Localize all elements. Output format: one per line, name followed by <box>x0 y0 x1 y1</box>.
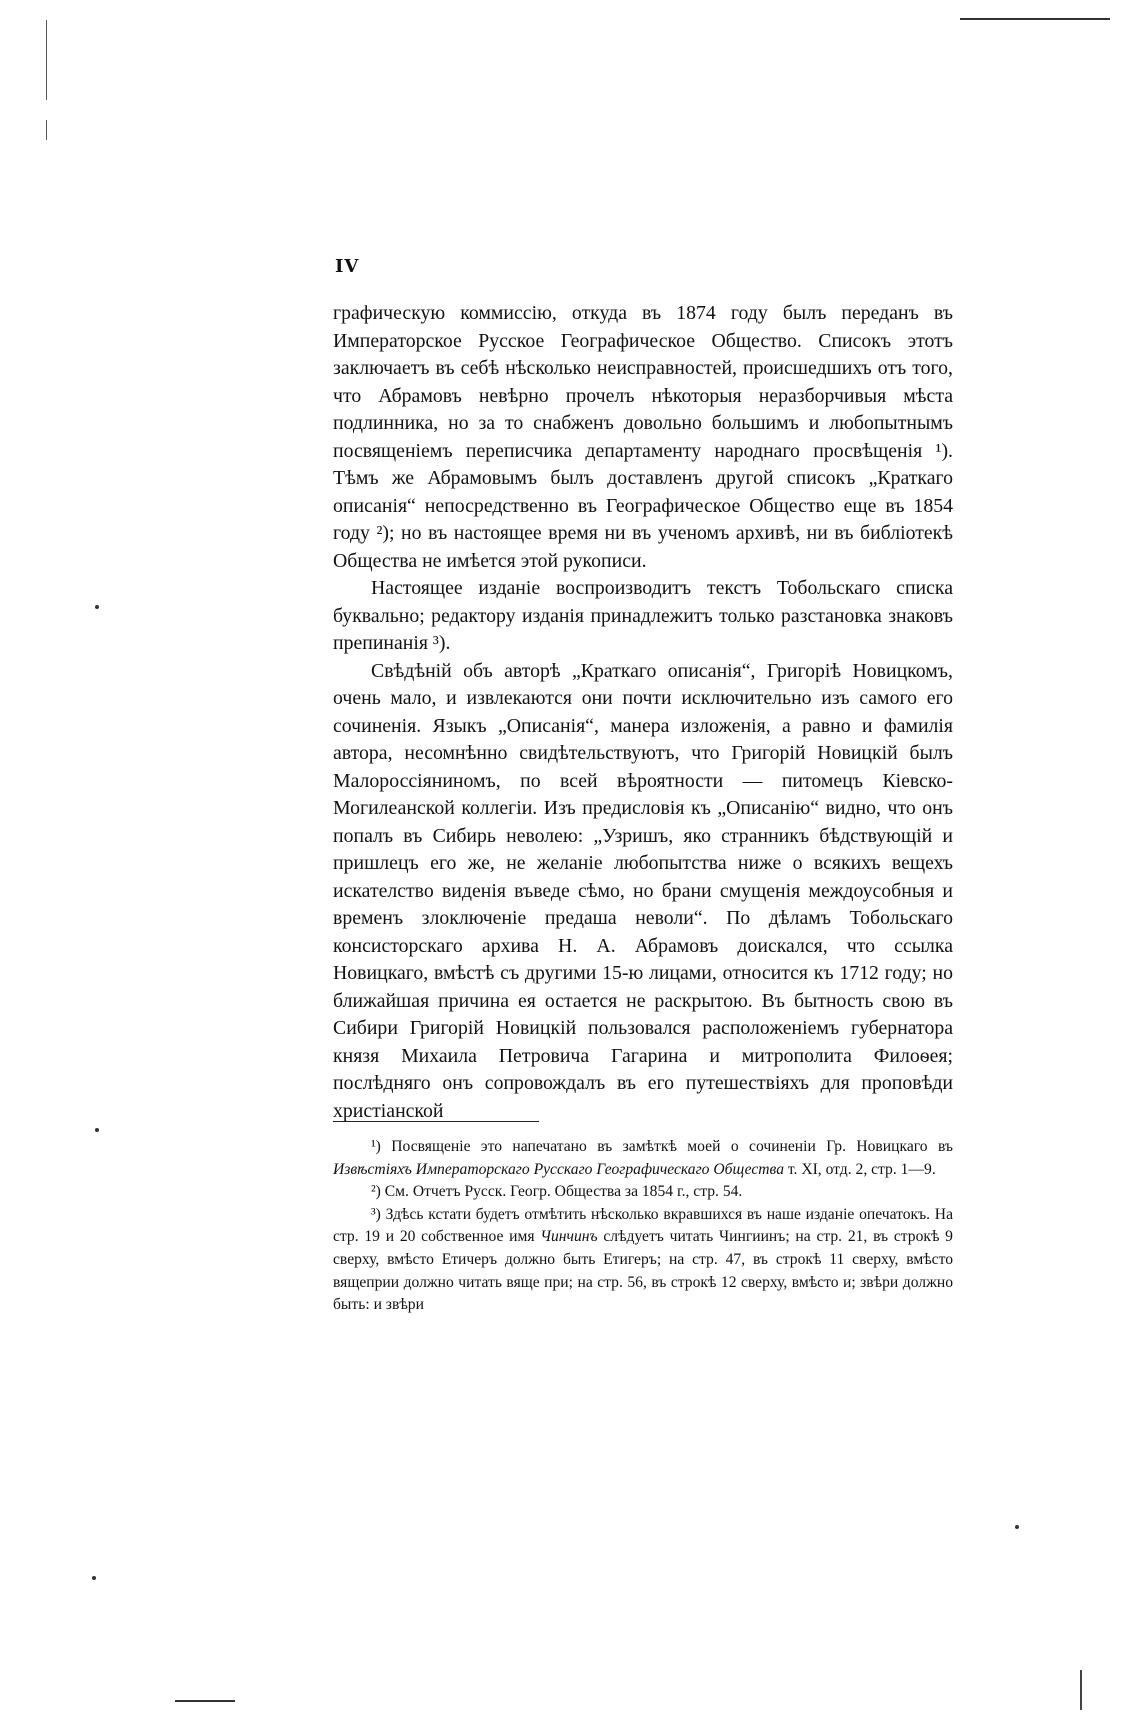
scan-edge-line-left <box>46 20 47 100</box>
footnote-italic: Чинчинъ <box>540 1228 598 1246</box>
scan-edge-line-left-2 <box>46 120 47 140</box>
footnote-text: т. XI, отд. 2, стр. 1—9. <box>784 1160 936 1178</box>
main-text <box>333 300 953 1125</box>
footnote-italic: Извѣстіяхъ Императорскаго Русскаго Географическаго Общества <box>333 1160 784 1178</box>
footnote-text: Здѣсь кстати будетъ отмѣтить нѣсколько вкравшихся въ наше изданіе опечатокъ. На стр. 19 и 20 собственное имя <box>333 1205 953 1246</box>
scan-edge-line-bottom <box>175 1700 235 1702</box>
footnote <box>333 1204 953 1317</box>
footnote-text: Посвященіе это напечатано въ замѣткѣ моей о сочиненіи Гр. Новицкаго въ <box>391 1138 953 1155</box>
footnote-divider <box>333 1121 539 1122</box>
footnote <box>333 1136 953 1181</box>
page-number: IV <box>335 256 360 277</box>
paragraph: Настоящее изданіе воспроизводитъ текстъ Тобольскаго списка буквально; редактору изданія принадлежитъ только разстановка знаковъ препинанія ³). <box>333 577 953 654</box>
scan-speck <box>1015 1525 1019 1529</box>
scan-speck <box>95 605 99 609</box>
footnote-mark: ³) <box>371 1205 381 1223</box>
footnote-mark: ¹) <box>371 1138 381 1155</box>
footnote-text: слѣдуетъ читать Чингиинъ; на стр. 21, въ строкѣ 9 сверху, вмѣсто Етичеръ должно быть Етигеръ; на стр. 47, въ строкѣ 11 сверху, вмѣсто вящеприи должно читать вяще при; на стр. 56, въ строкѣ 12 сверху, вмѣсто и; звѣри должно быть: и звѣри <box>333 1228 953 1314</box>
paragraph: графическую коммиссію, откуда въ 1874 году былъ переданъ въ Императорское Русское Географическое Общество. Списокъ этотъ заключаетъ въ себѣ нѣсколько неисправностей, происшедшихъ отъ того, что Абрамовъ невѣрно прочелъ нѣкоторыя неразборчивыя мѣста подлинника, но за то снабженъ довольно большимъ и любопытнымъ посвященіемъ переписчика департаменту народнаго просвѣщенія ¹). Тѣмъ же Абрамовымъ былъ доставленъ другой списокъ „Краткаго описанія“ непосредственно въ Географическое Общество еще въ 1854 году ²); но въ настоящее время ни въ ученомъ архивѣ, ни въ библіотекѣ Общества не имѣется этой рукописи. <box>333 302 953 572</box>
paragraph: Свѣдѣній объ авторѣ „Краткаго описанія“, Григоріѣ Новицкомъ, очень мало, и извлекаются они почти исключительно изъ самого его сочиненія. Языкъ „Описанія“, манера изложенія, а равно и фамилія автора, несомнѣнно свидѣтельствуютъ, что Григорій Новицкій былъ Малороссіяниномъ, по всей вѣроятности — питомецъ Кіевско-Могилеанской коллегіи. Изъ предисловія къ „Описанію“ видно, что онъ попалъ въ Сибирь неволею: „Узришъ, яко странникъ бѣдствующій и пришлецъ его же, не желаніе любопытства ниже о всякихъ вещехъ искателство виденія въведе сѣмо, но брани смущенія междоусобныя и временъ злоключеніе предаша неволи“. По дѣламъ Тобольскаго консисторскаго архива Н. А. Абрамовъ доискался, что ссылка Новицкаго, вмѣстѣ съ другими 15-ю лицами, относится къ 1712 году; но ближайшая причина ея остается не раскрытою. Въ бытность свою въ Сибири Григорій Новицкій пользовался расположеніемъ губернатора князя Михаила Петровича Гагарина и митрополита Филоѳея; послѣдняго онъ сопровождалъ въ его путешествіяхъ для проповѣди христіанской <box>333 659 953 1122</box>
scan-speck <box>92 1576 96 1580</box>
footnote-text: См. Отчетъ Русск. Геогр. Общества за 1854 г., стр. 54. <box>384 1183 743 1201</box>
scan-edge-line-right <box>1080 1670 1082 1710</box>
scan-edge-line-top <box>960 18 1110 20</box>
footnote <box>333 1181 953 1204</box>
scan-speck <box>95 1128 99 1132</box>
footnote-mark: ²) <box>371 1183 381 1201</box>
footnotes <box>333 1136 953 1317</box>
